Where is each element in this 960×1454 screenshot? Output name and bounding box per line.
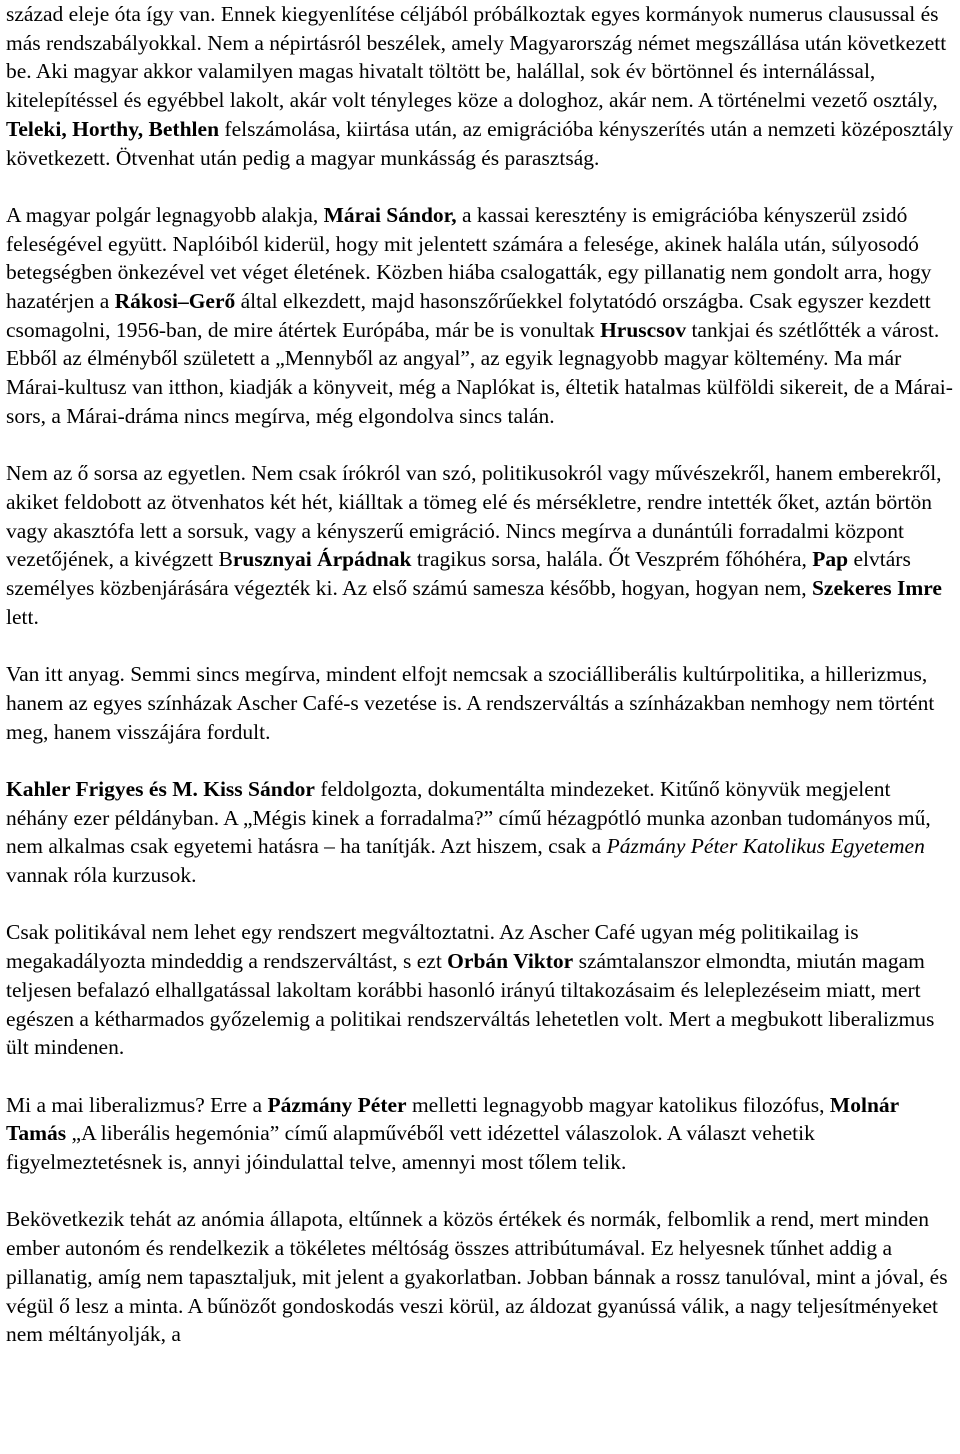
bold-text-run: Márai Sándor, — [323, 202, 457, 227]
paragraph-6 — [6, 918, 955, 1062]
text-run: tragikus sorsa, halála. Őt Veszprém főhóhéra, — [411, 547, 813, 572]
paragraph-2 — [6, 201, 955, 431]
text-run: Bekövetkezik tehát az anómia állapota, eltűnnek a közös értékek és normák, felbomlik a rend, mert minden ember autonóm és rendelkezik a tökéletes méltóság összes attribútumával. Ez helyesnek tűnhet addig a pillanatig, amíg nem tapasztaljuk, mit jelent a gyakorlatban. Jobban bánnak a rossz tanulóval, mint a jóval, és végül ő lesz a minta. A bűnözőt gondoskodás veszi körül, az áldozat gyanússá válik, a nagy teljesítményeket nem méltányolják, a — [6, 1207, 948, 1347]
text-run: tankjai és szétlőtték a várost. Ebből az élményből született a „Mennyből az angyal”, az egyik legnagyobb magyar költemény. Ma már Márai-kultusz van itthon, kiadják a könyveit, még a Naplókat is, éltetik hatalmas külföldi sikereit, de a Márai-sors, a Márai-dráma nincs megírva, még elgondolva sincs talán. — [6, 317, 953, 428]
text-run: Nem az ő sorsa az egyetlen. Nem csak írókról van szó, politikusokról vagy művészekről, hanem emberekről, akiket feldobott az ötvenhatos két hét, kiálltak a tömeg elé és mérsékletre, rendre intették őket, aztán börtön vagy akasztófa lett a sorsuk, vagy a kényszerű emigráció. Nincs megírva a dunántúli forradalmi központ vezetőjének, a kivégzett B — [6, 461, 942, 572]
bold-text-run: rusznyai Árpádnak — [232, 547, 412, 572]
paragraph-4 — [6, 660, 955, 746]
document-body — [6, 0, 955, 1349]
bold-text-run: Kahler Frigyes és M. Kiss Sándor — [6, 776, 315, 801]
text-run: feldolgozta, dokumentálta mindezeket. Kitűnő könyvük megjelent néhány ezer példányban. A „Mégis kinek a forradalma?” című hézagpótló munka azonban tudományos mű, nem alkalmas csak egyetemi hatásra – ha tanítják. Azt hiszem, csak a — [6, 776, 931, 859]
text-run: elvtárs személyes közbenjárására végezték ki. Az első számú samesza később, hogyan, hogyan nem, — [6, 547, 911, 601]
italic-text-run: Pázmány Péter Katolikus Egyetemen — [606, 834, 925, 859]
bold-text-run: Teleki, Horthy, Bethlen — [6, 116, 220, 141]
paragraph-3 — [6, 459, 955, 631]
text-run: felszámolása, kiirtása után, az emigrációba kényszerítés után a nemzeti középosztály következett. Ötvenhat után pedig a magyar munkásság és parasztság. — [6, 116, 954, 170]
text-run: által elkezdett, majd hasonszőrűekkel folytatódó országba. Csak egyszer kezdett csomagolni, 1956-ban, de mire átértek Európába, már be is vonultak — [6, 289, 931, 342]
bold-text-run: Rákosi–Gerő — [114, 289, 236, 314]
text-run: számtalanszor elmondta, miután magam teljesen befalazó elhallgatással lakoltam korábbi hasonló irányú tiltakozásaim és leleplezéseim miatt, mert egészen a kétharmados győzelemig a politikai rendszerváltás lehetetlen volt. Mert a megbukott liberalizmus ült mindenen. — [6, 949, 935, 1060]
text-run: A magyar polgár legnagyobb alakja, — [6, 202, 324, 227]
bold-text-run: Szekeres Imre — [811, 576, 942, 601]
paragraph-5 — [6, 775, 955, 890]
text-run: század eleje óta így van. Ennek kiegyenlítése céljából próbálkoztak egyes kormányok numerus clausussal és más rendszabályokkal. Nem a népirtásról beszélek, amely Magyarország német megszállása után következett be. Aki magyar akkor valamilyen magas hivatalt töltött be, halállal, sok év börtönnel és internálással, kitelepítéssel és egyébbel lakolt, akár volt tényleges köze a dologhoz, akár nem. A történelmi vezető osztály, — [6, 2, 947, 113]
text-run: Csak politikával nem lehet egy rendszert megváltoztatni. Az Ascher Café ugyan még politikailag is megakadályozta mindeddig a rendszerváltást, s ezt — [6, 920, 859, 974]
paragraph-7 — [6, 1091, 955, 1177]
bold-text-run: Orbán Viktor — [447, 949, 574, 974]
paragraph-1 — [6, 0, 955, 172]
bold-text-run: Pap — [812, 547, 849, 572]
bold-text-run: Molnár Tamás — [6, 1092, 899, 1146]
text-run: melletti legnagyobb magyar katolikus filozófus, — [406, 1092, 830, 1117]
paragraph-8 — [6, 1205, 955, 1349]
text-run: „A liberális hegemónia” című alapművéből vett idézettel válaszolok. A választ vehetik figyelmeztetésnek is, annyi jóindulattal telve, amennyi most tőlem telik. — [6, 1121, 815, 1175]
text-run: vannak róla kurzusok. — [6, 863, 197, 888]
text-run: a kassai keresztény is emigrációba kényszerül zsidó feleségével együtt. Naplóiból kiderül, hogy mit jelentett számára a felesége, akinek halála után, súlyosodó betegségben önkezével vet véget életének. Közben hiába csalogatták, egy pillanatig nem gondolt arra, hogy hazatérjen a — [6, 202, 932, 314]
text-run: Van itt anyag. Semmi sincs megírva, mindent elfojt nemcsak a szociálliberális kultúrpolitika, a hillerizmus, hanem az egyes színházak Ascher Café-s vezetése is. A rendszerváltás a színházakban nemhogy nem történt meg, hanem visszájára fordult. — [6, 662, 935, 744]
text-run: lett. — [6, 604, 39, 629]
bold-text-run: Hruscsov — [600, 317, 687, 342]
bold-text-run: Pázmány Péter — [267, 1092, 407, 1117]
text-run: Mi a mai liberalizmus? Erre a — [6, 1092, 268, 1117]
